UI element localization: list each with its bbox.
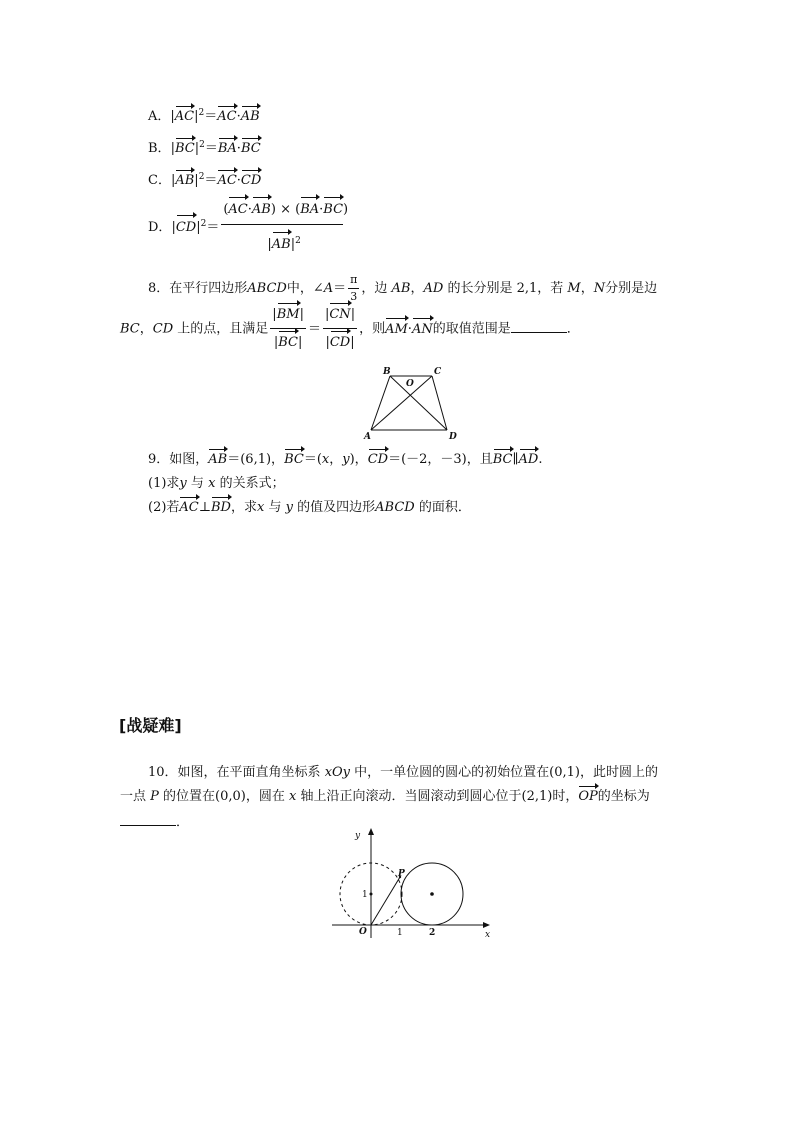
segment-op — [371, 877, 400, 925]
vector-ac: AC — [174, 109, 195, 124]
vector-cd: CD — [240, 173, 262, 188]
pi-over-3: $\frac{\pi}{3}$ — [350, 273, 358, 303]
vector-bm: BM — [276, 307, 300, 322]
vector-bc: BC — [174, 141, 195, 156]
question-8-line-1: 8．在平行四边形ABCD中，∠A＝ $\frac{\pi}{3}$ ，边 AB，AD 的长分别是 2,1，若 M，N分别是边 — [148, 273, 658, 303]
initial-center-dot — [370, 893, 373, 896]
answer-blank-10 — [120, 813, 176, 826]
label-o: O — [406, 379, 414, 389]
vector-an: AN — [411, 321, 433, 337]
vector-bd: BD — [211, 500, 231, 515]
vector-op: OP — [578, 789, 598, 804]
label-x-one: 1 — [397, 928, 403, 938]
vector-ab: AB — [240, 109, 260, 124]
vector-ba: BA — [217, 141, 237, 156]
question-10-line-2: 一点 P 的位置在(0,0)，圆在 x 轴上沿正向滚动．当圆滚动到圆心位于(2,1)时，OP的坐标为 — [120, 789, 650, 804]
vector-bc: BC — [284, 452, 304, 467]
vector-bc: BC — [323, 200, 343, 220]
option-d: D．$|CD|^2=$ $\frac{(AC\cdot AB) \times (BA\cdot BC)}{|AB|^2}$ — [148, 200, 345, 255]
y-axis-arrow — [368, 828, 374, 835]
question-9-line-1: 9．如图，AB＝(6,1)，BC＝(x，y)，CD＝(－2，－3)，且BC∥AD. — [148, 452, 543, 467]
question-10-line-3: ． — [120, 813, 189, 831]
label-b: B — [383, 367, 391, 377]
question-9-part-2: (2)若AC⊥BD，求x 与 y 的值及四边形ABCD 的面积． — [148, 500, 471, 515]
option-c: C．$|AB|^2=AC\cdot CD$ — [148, 172, 262, 188]
ratio-cn-cd: $\frac{|CN|}{|CD|}$ — [324, 307, 356, 350]
diagonal-bd — [390, 376, 447, 430]
vector-ab: AB — [175, 173, 195, 188]
vector-bc: BC — [240, 141, 261, 156]
edge-cd — [432, 376, 447, 430]
option-a: A．$|AC|^2=AC\cdot AB$ — [148, 108, 260, 124]
vector-ab: AB — [272, 235, 291, 255]
trapezoid-figure — [360, 364, 464, 444]
vector-cd: CD — [176, 218, 196, 238]
label-a: A — [364, 432, 371, 442]
vector-cn: CN — [329, 307, 351, 322]
vector-am: AM — [385, 321, 408, 337]
vector-ba: BA — [300, 200, 319, 220]
label-d: D — [449, 432, 457, 442]
vector-cd: CD — [367, 452, 389, 467]
ratio-bm-bc: $\frac{|BM|}{|BC|}$ — [272, 307, 304, 350]
label-y-one: 1 — [362, 890, 368, 900]
question-8-line-2: BC，CD 上的点，且满足 $\frac{|BM|}{|BC|}$ ＝ $\frac{|CN|}{|CD|}$ ，则AM·AN的取值范围是 ． — [120, 307, 580, 350]
label-c: C — [434, 367, 442, 377]
vector-ad: AD — [518, 452, 539, 467]
section-title: [战疑难] — [119, 716, 182, 735]
answer-blank-8 — [511, 320, 567, 333]
vector-ac: AC — [228, 200, 247, 220]
option-b: B．$|BC|^2=BA\cdot BC$ — [148, 140, 261, 156]
x-axis-arrow — [483, 922, 490, 928]
vector-ac: AC — [179, 500, 199, 515]
vector-bc: BC — [492, 452, 513, 467]
vector-ab: AB — [208, 452, 228, 467]
vector-ac: AC — [217, 109, 237, 124]
label-x: x — [485, 930, 491, 940]
vector-bc: BC — [278, 335, 298, 350]
question-9-part-1: (1)求y 与 x 的关系式； — [148, 476, 285, 491]
label-origin: O — [359, 927, 367, 937]
rolling-circle-figure — [330, 826, 495, 941]
rolled-center-dot — [430, 892, 434, 896]
vector-cd: CD — [329, 335, 351, 350]
label-x-two: 2 — [429, 928, 436, 938]
vector-ab: AB — [252, 200, 271, 220]
label-y: y — [355, 831, 361, 841]
vector-ac: AC — [217, 173, 237, 188]
option-d-fraction: $\frac{(AC\cdot AB) \times (BA\cdot BC)}{|AB|^2}$ — [221, 200, 343, 255]
question-10-line-1: 10．如图，在平面直角坐标系 xOy 中，一单位圆的圆心的初始位置在(0,1)，此时圆上的 — [148, 765, 658, 780]
label-p: P — [398, 869, 405, 879]
